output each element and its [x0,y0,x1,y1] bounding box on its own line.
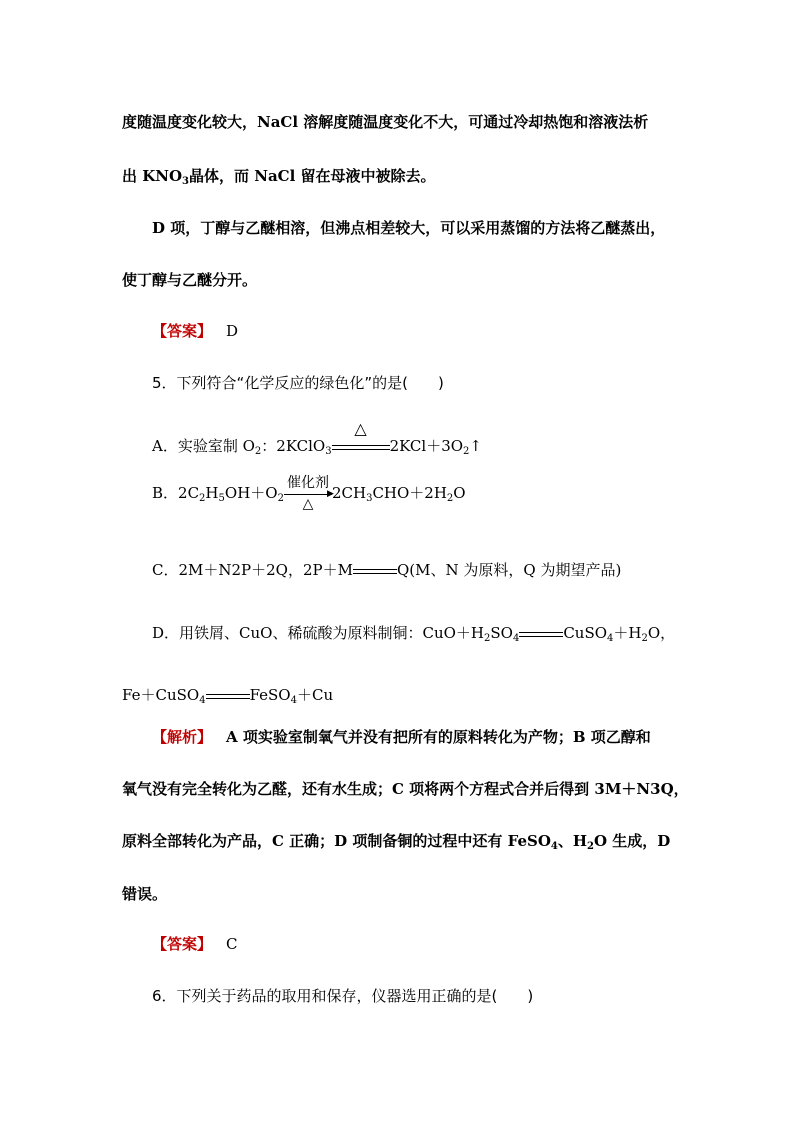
text: 使丁醇与乙醚分开。 [122,271,258,289]
text: B．2C [152,484,200,502]
text: Fe＋CuSO [122,686,200,704]
answer-line [152,321,238,341]
equal-bars [206,694,250,699]
text: ＋H [613,624,642,642]
subscript: 4 [290,695,297,706]
text: SO [490,624,513,642]
text: 错误。 [122,885,168,903]
option-c [152,560,621,580]
text: 晶体，而 NaCl 留在母液中被除去。 [189,167,436,185]
text: D．用铁屑、CuO、稀硫酸为原料制铜：CuO＋H [152,624,484,642]
text: 度随温度变化较大，NaCl 溶解度随温度变化不大，可通过冷却热饱和溶液法析 [122,113,649,131]
equal-sign [332,418,390,450]
analysis-line [152,727,651,747]
text: 2CH [331,484,367,502]
subscript: 2 [587,841,595,852]
answer-tag: 【答案】 [152,322,213,340]
equal-sign [353,569,397,574]
answer-line [152,934,238,954]
text: CuSO [563,624,608,642]
paragraph-line [122,112,648,132]
equal-sign [519,632,563,637]
text: O， [647,624,676,642]
subscript: 2 [641,633,648,644]
text: ：2KClO [261,437,326,455]
question-stem [152,373,444,393]
answer-value: D [226,322,239,340]
text: D 项，丁醇与乙醚相溶，但沸点相差较大，可以采用蒸馏的方法将乙醚蒸出， [152,219,666,237]
text: C．2M＋N2P＋2Q，2P＋M [152,561,353,579]
equal-bars [332,445,390,450]
paragraph-line [122,270,257,290]
equal-bars [353,569,397,574]
text: H [205,484,219,502]
catalyst-label: 催化剂 [286,474,329,491]
subscript: 3 [325,446,332,457]
subscript: 4 [512,633,520,644]
subscript: 3 [366,493,373,504]
heat-symbol: △ [302,495,314,512]
subscript: 5 [218,493,225,504]
text: 氧气没有完全转化为乙醛，还有水生成；C 项将两个方程式合并后得到 3M＋N3Q， [122,780,689,798]
text: A 项实验室制氧气并没有把所有的原料转化为产物；B 项乙醇和 [226,728,651,746]
analysis-line [122,779,689,799]
subscript: 2 [277,493,284,504]
text: OH＋O [224,484,278,502]
arrow-head: ▶ [327,488,334,499]
answer-tag: 【答案】 [152,935,213,953]
text: 2KCl＋3O [389,437,464,455]
text: O 生成，D [594,832,671,850]
text: 原料全部转化为产品，C 正确；D 项制备铜的过程中还有 FeSO [122,832,551,850]
analysis-tag: 【解析】 [152,728,213,746]
question-stem [152,986,533,1006]
option-b [152,474,466,512]
subscript: 2 [463,446,470,457]
option-a [152,418,482,462]
analysis-line [122,884,167,904]
option-d [152,623,675,649]
text: O [453,484,466,502]
equal-sign [206,694,250,699]
subscript: 4 [607,633,614,644]
text: 5．下列符合“化学反应的绿色化”的是( ) [152,374,444,392]
paragraph-line [152,218,665,238]
subscript: 4 [199,695,206,706]
subscript: 2 [254,446,262,457]
subscript: 2 [446,493,454,504]
text: Q(M、N 为原料，Q 为期望产品) [396,561,622,579]
text: A．实验室制 O [152,437,255,455]
reaction-arrow [284,474,334,512]
gas-arrow: ↑ [469,437,482,455]
text: CHO＋2H [372,484,447,502]
paragraph-line [122,166,436,192]
text: 6．下列关于药品的取用和保存，仪器选用正确的是( ) [152,987,534,1005]
subscript: 4 [550,841,558,852]
arrow-shaft [284,494,332,495]
subscript: 2 [483,633,491,644]
text: 、H [557,832,588,850]
text: 出 KNO [122,167,183,185]
analysis-line [122,831,670,857]
equal-bars [519,632,563,637]
text: ＋Cu [296,686,334,704]
answer-value: C [226,935,238,953]
option-d-line2 [122,685,333,711]
subscript: 3 [182,176,190,187]
heat-symbol: △ [354,418,367,438]
subscript: 2 [199,493,206,504]
text: FeSO [249,686,291,704]
